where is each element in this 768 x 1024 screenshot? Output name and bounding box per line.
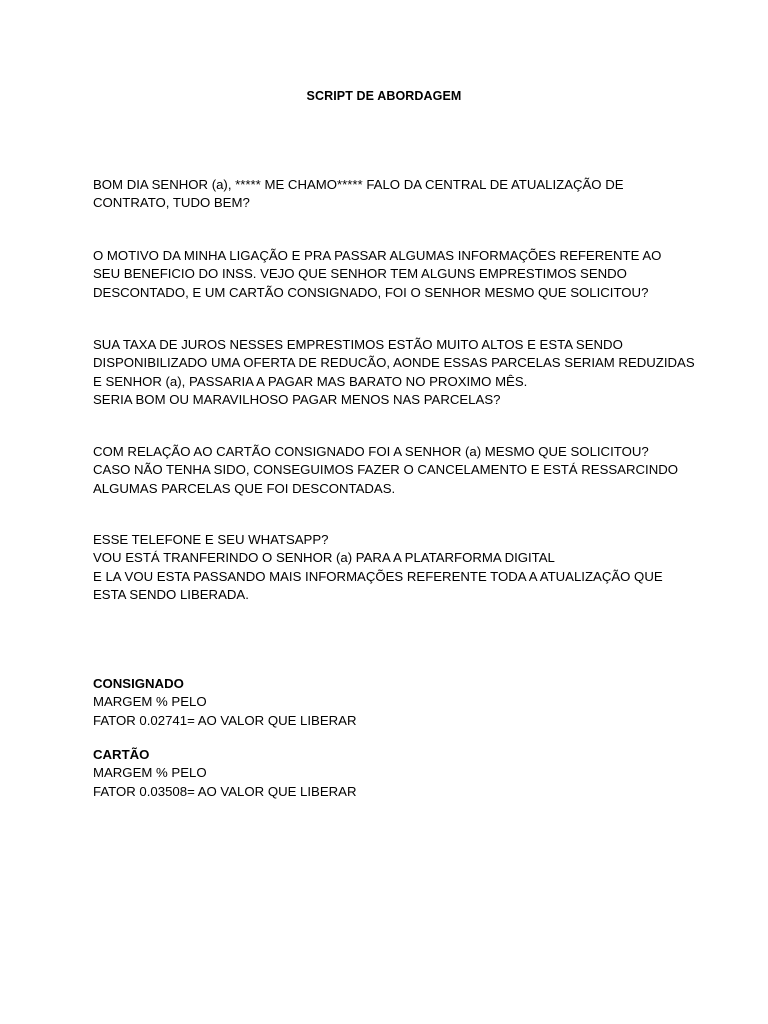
text-line: VOU ESTÁ TRANFERINDO O SENHOR (a) PARA A PLATARFORMA DIGITAL [93,550,555,566]
text-line: DESCONTADO, E UM CARTÃO CONSIGNADO, FOI O SENHOR MESMO QUE SOLICITOU? [93,284,649,300]
text-line: SERIA BOM OU MARAVILHOSO PAGAR MENOS NAS PARCELAS? [93,391,501,407]
section-consignado [93,675,693,730]
text-line: CONTRATO, TUDO BEM? [93,195,250,211]
document-title: SCRIPT DE ABORDAGEM [306,89,462,103]
paragraph-reason [93,247,693,302]
paragraph-whatsapp [93,531,693,604]
cartao-fator: FATOR 0.03508= AO VALOR QUE LIBERAR [93,783,357,799]
paragraph-greeting [93,176,693,213]
text-line: COM RELAÇÃO AO CARTÃO CONSIGNADO FOI A SENHOR (a) MESMO QUE SOLICITOU? [93,444,649,459]
consignado-fator: FATOR 0.02741= AO VALOR QUE LIBERAR [93,712,357,728]
text-line: ALGUMAS PARCELAS QUE FOI DESCONTADAS. [93,480,396,496]
text-line: CASO NÃO TENHA SIDO, CONSEGUIMOS FAZER O CANCELAMENTO E ESTÁ RESSARCINDO [93,462,678,478]
text-line: O MOTIVO DA MINHA LIGAÇÃO E PRA PASSAR ALGUMAS INFORMAÇÕES REFERENTE AO [93,248,662,263]
paragraph-card [93,443,693,498]
cartao-margem: MARGEM % PELO [93,765,207,781]
text-line: E LA VOU ESTA PASSANDO MAIS INFORMAÇÕES REFERENTE TODA A ATUALIZAÇÃO QUE [93,568,663,584]
text-line: ESTA SENDO LIBERADA. [93,586,249,602]
text-line: ESSE TELEFONE E SEU WHATSAPP? [93,532,329,547]
consignado-heading: CONSIGNADO [93,676,184,691]
text-line: E SENHOR (a), PASSARIA A PAGAR MAS BARATO NO PROXIMO MÊS. [93,373,528,389]
cartao-heading: CARTÃO [93,747,150,762]
paragraph-interest-rate [93,336,693,409]
text-line: BOM DIA SENHOR (a), ***** ME CHAMO***** FALO DA CENTRAL DE ATUALIZAÇÃO DE [93,177,624,192]
consignado-margem: MARGEM % PELO [93,694,207,710]
text-line: DISPONIBILIZADO UMA OFERTA DE REDUCÃO, AONDE ESSAS PARCELAS SERIAM REDUZIDAS [93,355,695,371]
section-cartao [93,746,693,801]
text-line: SEU BENEFICIO DO INSS. VEJO QUE SENHOR TEM ALGUNS EMPRESTIMOS SENDO [93,266,627,282]
text-line: SUA TAXA DE JUROS NESSES EMPRESTIMOS ESTÃO MUITO ALTOS E ESTA SENDO [93,337,623,352]
